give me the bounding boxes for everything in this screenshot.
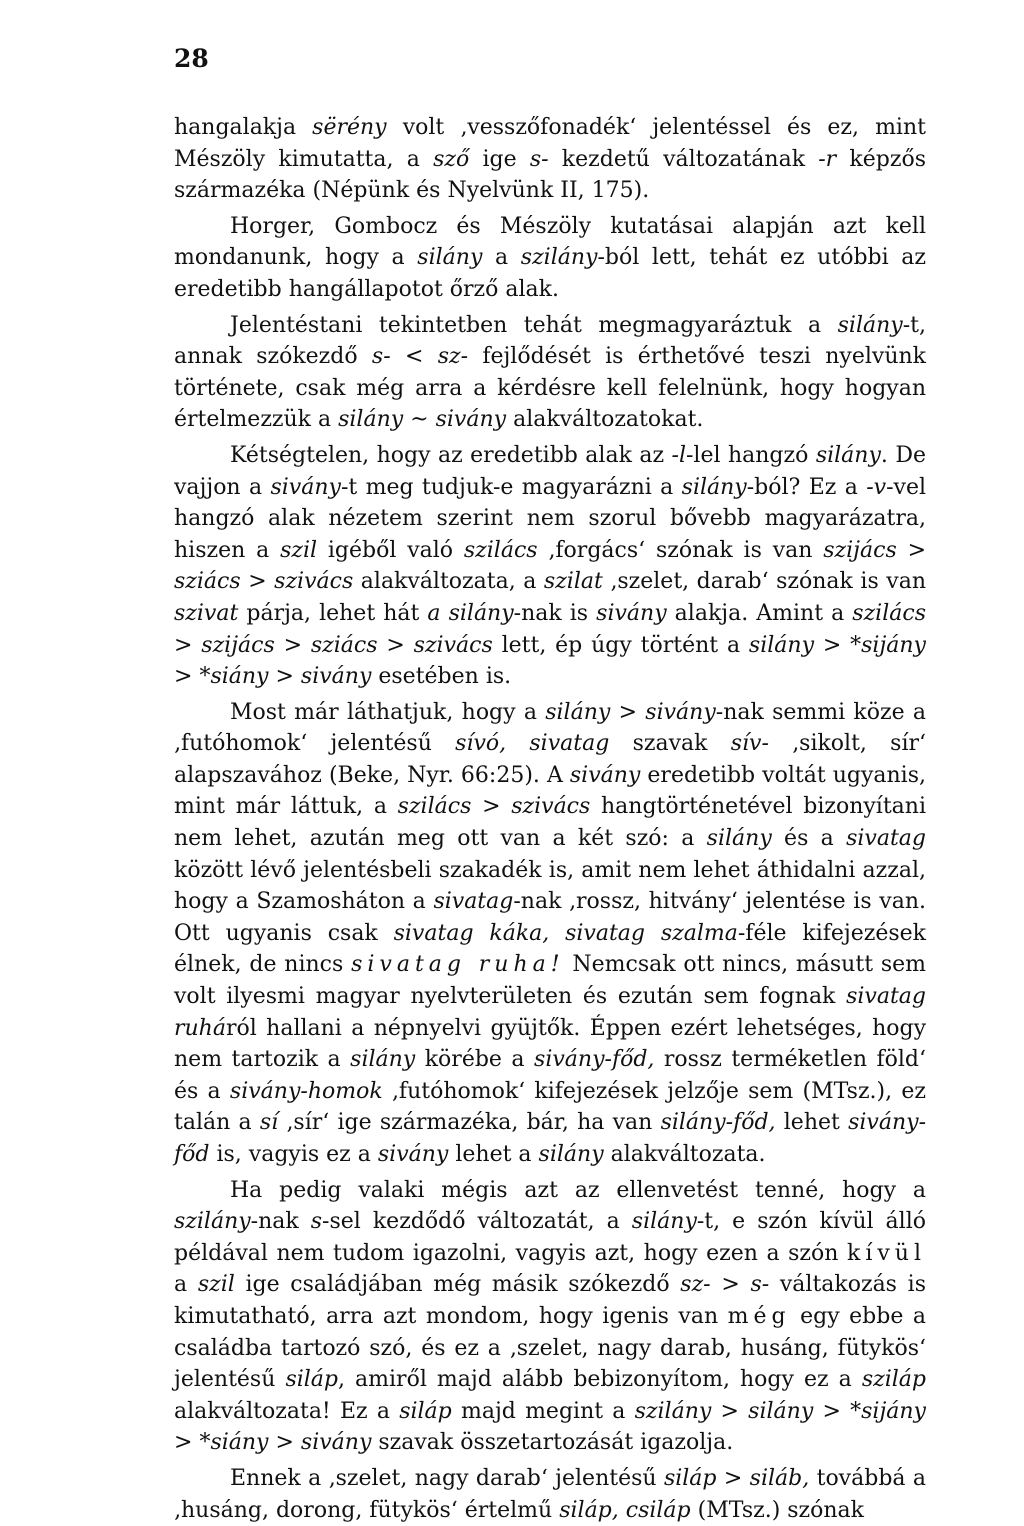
paragraph-3: Jelentéstani tekintetben tehát megmagyaráztuk a silány-t, annak szókezdő s- < sz- fejlődését is érthetővé teszi nyelvünk története, csak még arra a kérdésre kell felelnünk, hogy hogyan értelmezzük a silány ~ sivány alakváltozatokat. (174, 312, 926, 433)
paragraph-5: Most már láthatjuk, hogy a silány > sivány-nak semmi köze a ‚futóhomok‘ jelentésű sívó, sivatag szavak sív- ‚sikolt, sír‘ alapszavához (Beke, Nyr. 66:25). A sivány eredetibb voltát ugyanis, mint már láttuk, a szilács > szivács hangtörténetével bizonyítani nem lehet, azután meg ott van a két szó: a silány és a sivatag között lévő jelentésbeli szakadék is, amit nem lehet áthidalni azzal, hogy a Szamosháton a sivatag-nak ‚rossz, hitvány‘ jelentése is van. Ott ugyanis csak sivatag káka, sivatag szalma-féle kifejezések élnek, de nincs sivatag ruha! Nemcsak ott nincs, másutt sem volt ilyesmi magyar nyelvterületen és ezután sem fognak sivatag ruháról hallani a népnyelvi gyüjtők. Éppen ezért lehetséges, hogy nem tartozik a silány körébe a sivány-főd, rossz terméketlen föld‘ és a sivány-homok ‚futóhomok‘ kifejezések jelzője sem (MTsz.), ez talán a sí ‚sír‘ ige származéka, bár, ha van silány-főd, lehet sivány-főd is, vagyis ez a sivány lehet a silány alakváltozata. (174, 699, 927, 1167)
body-text (174, 112, 926, 1526)
paragraph-2: Horger, Gombocz és Mészöly kutatásai alapján azt kell mondanunk, hogy a silány a szilány-ból lett, tehát ez utóbbi az eredetibb hangállapotot őrző alak. (174, 213, 926, 302)
paragraph-1: hangalakja sërény volt ‚vesszőfonadék‘ jelentéssel és ez, mint Mészöly kimutatta, a sző ige s- kezdetű változatának -r képzős származéka (Népünk és Nyelvünk II, 175). (174, 115, 926, 204)
page-number: 28 (174, 44, 209, 73)
paragraph-6: Ha pedig valaki mégis azt az ellenvetést tenné, hogy a szilány-nak s-sel kezdődő változatát, a silány-t, e szón kívül álló példával nem tudom igazolni, vagyis azt, hogy ezen a szón kívül a szil ige családjában még másik szókezdő sz- > s- váltakozás is kimutatható, arra azt mondom, hogy igenis van még egy ebbe a családba tartozó szó, és ez a ‚szelet, nagy darab, husáng, fütykös‘ jelentésű siláp, amiről majd alább bebizonyítom, hogy ez a sziláp alakváltozata! Ez a siláp majd megint a szilány > silány > *sijány > *siány > sivány szavak összetartozását igazolja. (174, 1177, 926, 1456)
paragraph-4: Kétségtelen, hogy az eredetibb alak az -l-lel hangzó silány. De vajjon a sivány-t meg tudjuk-e magyarázni a silány-ból? Ez a -v-vel hangzó alak nézetem szerint nem szorul bővebb magyarázatra, hiszen a szil igéből való szilács ‚forgács‘ szónak is van szijács > sziács > szivács alakváltozata, a szilat ‚szelet, darab‘ szónak is van szivat párja, lehet hát a silány-nak is sivány alakja. Amint a szilács > szijács > sziács > szivács lett, ép úgy történt a silány > *sijány > *siány > sivány esetében is. (174, 442, 927, 690)
paragraph-7: Ennek a ‚szelet, nagy darab‘ jelentésű siláp > siláb, továbbá a ‚husáng, dorong, fütykös‘ értelmű siláp, csiláp (MTsz.) szónak (174, 1465, 926, 1523)
